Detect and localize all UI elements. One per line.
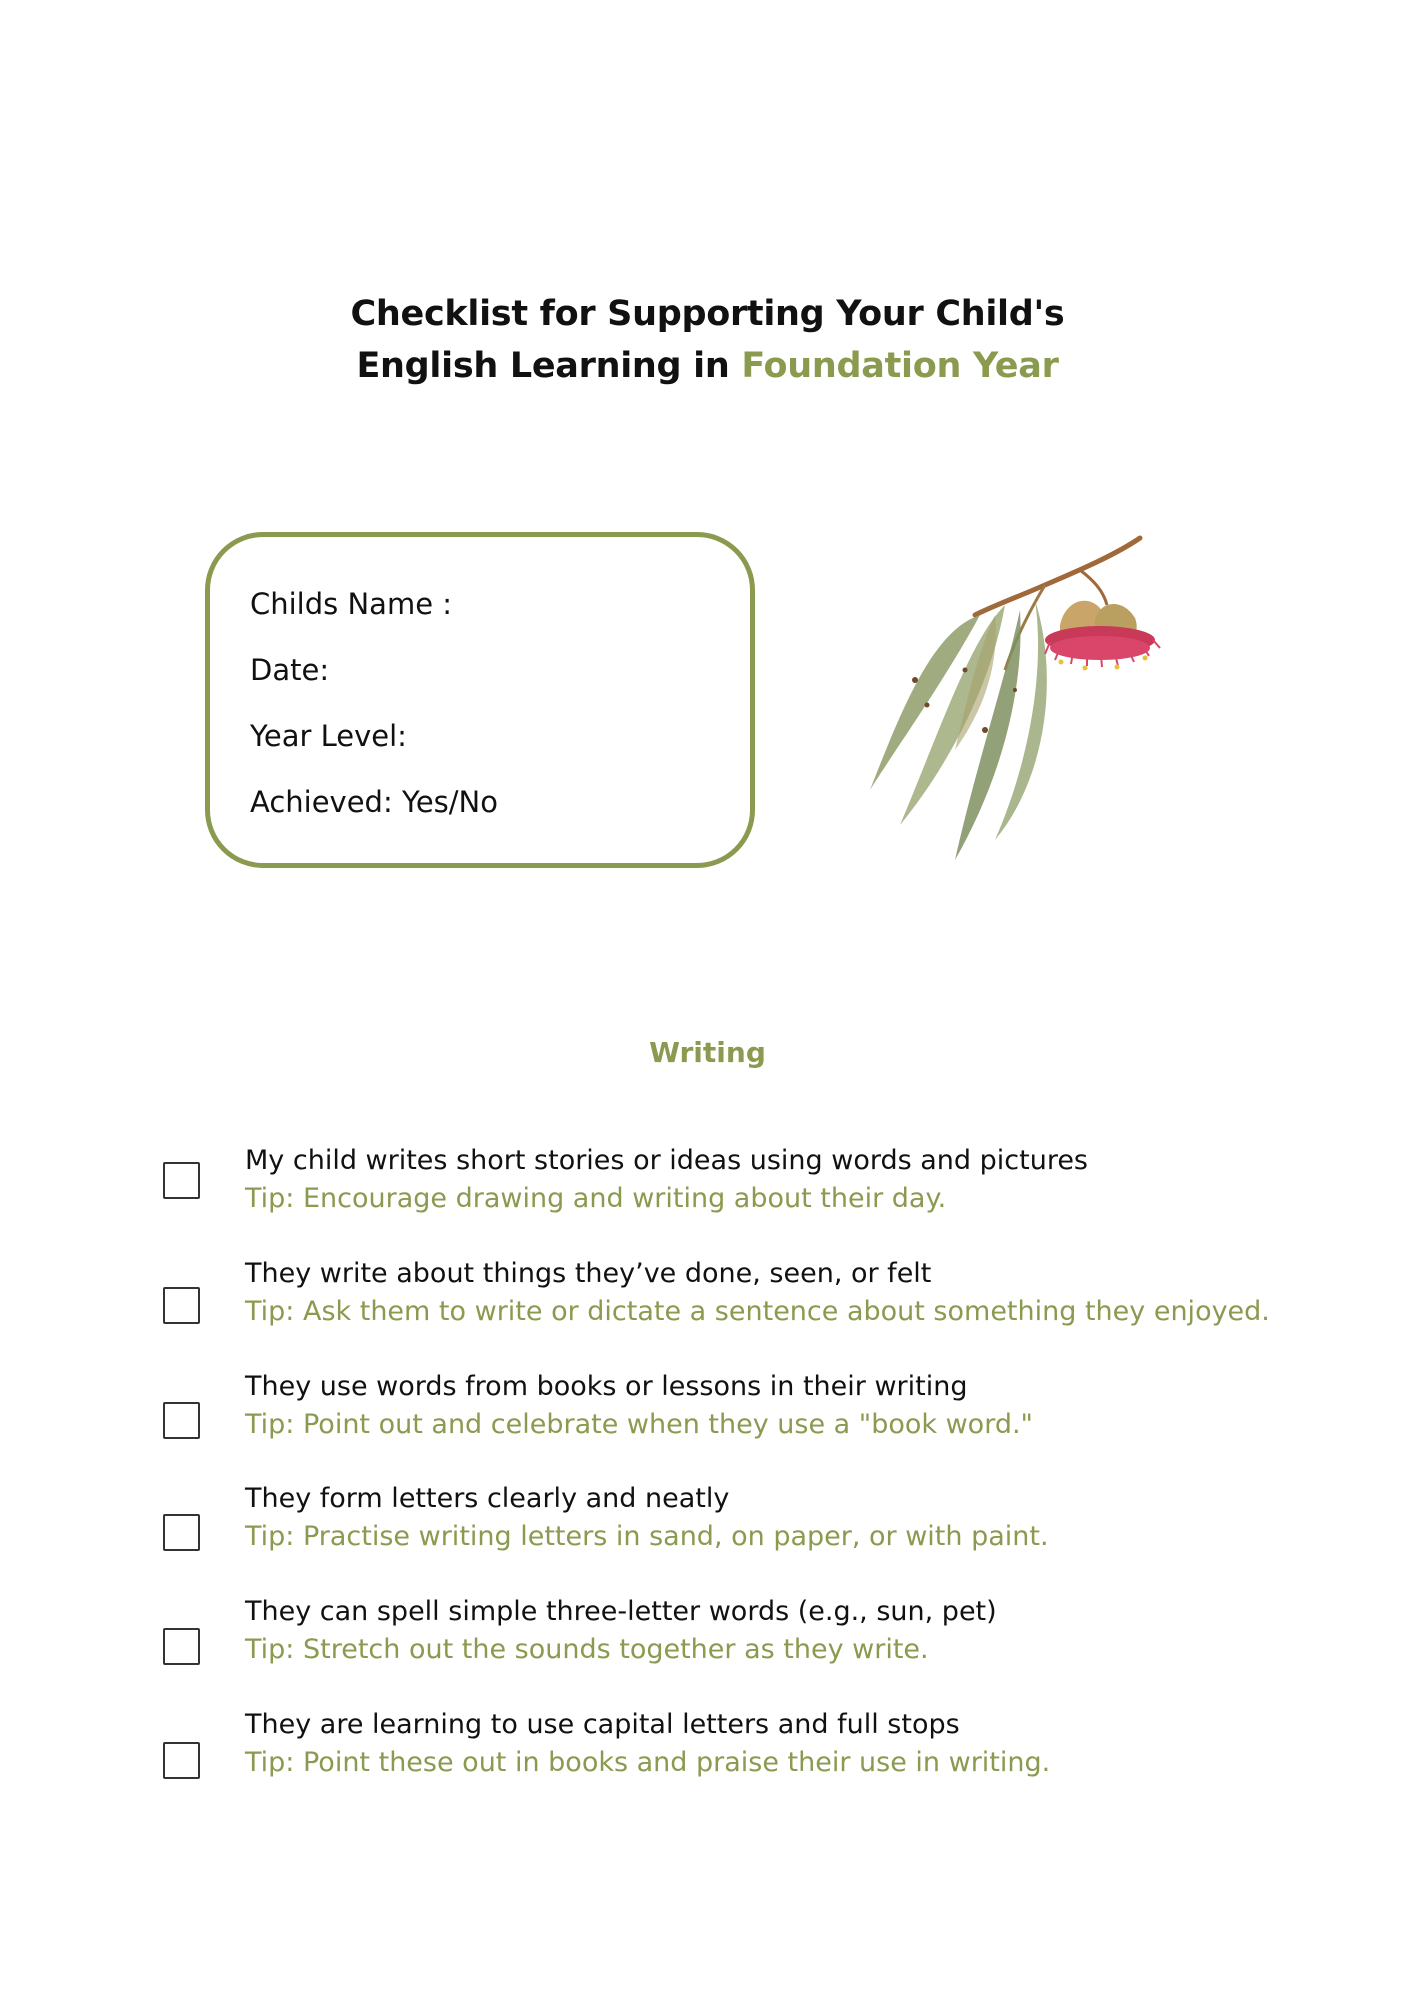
checklist-item xyxy=(0,1255,1415,1365)
checklist-checkbox[interactable] xyxy=(163,1628,200,1665)
checklist-item-text: My child writes short stories or ideas using words and pictures xyxy=(245,1145,1088,1176)
checklist-checkbox[interactable] xyxy=(163,1742,200,1779)
checklist-item-tip: Tip: Ask them to write or dictate a sentence about something they enjoyed. xyxy=(245,1296,1270,1327)
checklist-item-text: They are learning to use capital letters and full stops xyxy=(245,1709,960,1740)
year-level-label: Year Level: xyxy=(250,719,407,753)
checklist-checkbox[interactable] xyxy=(163,1402,200,1439)
checklist-item xyxy=(0,1142,1415,1252)
checklist-item xyxy=(0,1368,1415,1478)
checklist-item-text: They form letters clearly and neatly xyxy=(245,1483,730,1514)
checklist-item-text: They can spell simple three-letter words (e.g., sun, pet) xyxy=(245,1596,997,1627)
child-info-box xyxy=(205,532,755,868)
child-name-label: Childs Name : xyxy=(250,587,453,621)
title-line-2 xyxy=(0,340,1415,392)
date-label: Date: xyxy=(250,653,330,687)
page-title xyxy=(0,288,1415,392)
checklist-item-tip: Tip: Point out and celebrate when they use a "book word." xyxy=(245,1409,1033,1440)
checklist-item-tip: Tip: Encourage drawing and writing about their day. xyxy=(245,1183,947,1214)
achieved-label: Achieved: Yes/No xyxy=(250,785,498,819)
title-line-2-prefix: English Learning in xyxy=(356,346,742,386)
section-heading-writing: Writing xyxy=(649,1036,766,1069)
checklist-item xyxy=(0,1593,1415,1703)
checklist-item-tip: Tip: Practise writing letters in sand, on paper, or with paint. xyxy=(245,1521,1049,1552)
title-accent: Foundation Year xyxy=(741,346,1059,386)
checklist-item-tip: Tip: Point these out in books and praise their use in writing. xyxy=(245,1747,1051,1778)
checklist-item-text: They use words from books or lessons in their writing xyxy=(245,1371,968,1402)
title-line-1: Checklist for Supporting Your Child's xyxy=(350,294,1065,334)
checklist-checkbox[interactable] xyxy=(163,1287,200,1324)
checklist-checkbox[interactable] xyxy=(163,1514,200,1551)
gum-leaf-branch-icon xyxy=(855,530,1185,890)
checklist-item-tip: Tip: Stretch out the sounds together as they write. xyxy=(245,1634,929,1665)
checklist-item xyxy=(0,1706,1415,1816)
checklist-item xyxy=(0,1480,1415,1590)
checklist-item-text: They write about things they’ve done, seen, or felt xyxy=(245,1258,932,1289)
checklist-checkbox[interactable] xyxy=(163,1162,200,1199)
